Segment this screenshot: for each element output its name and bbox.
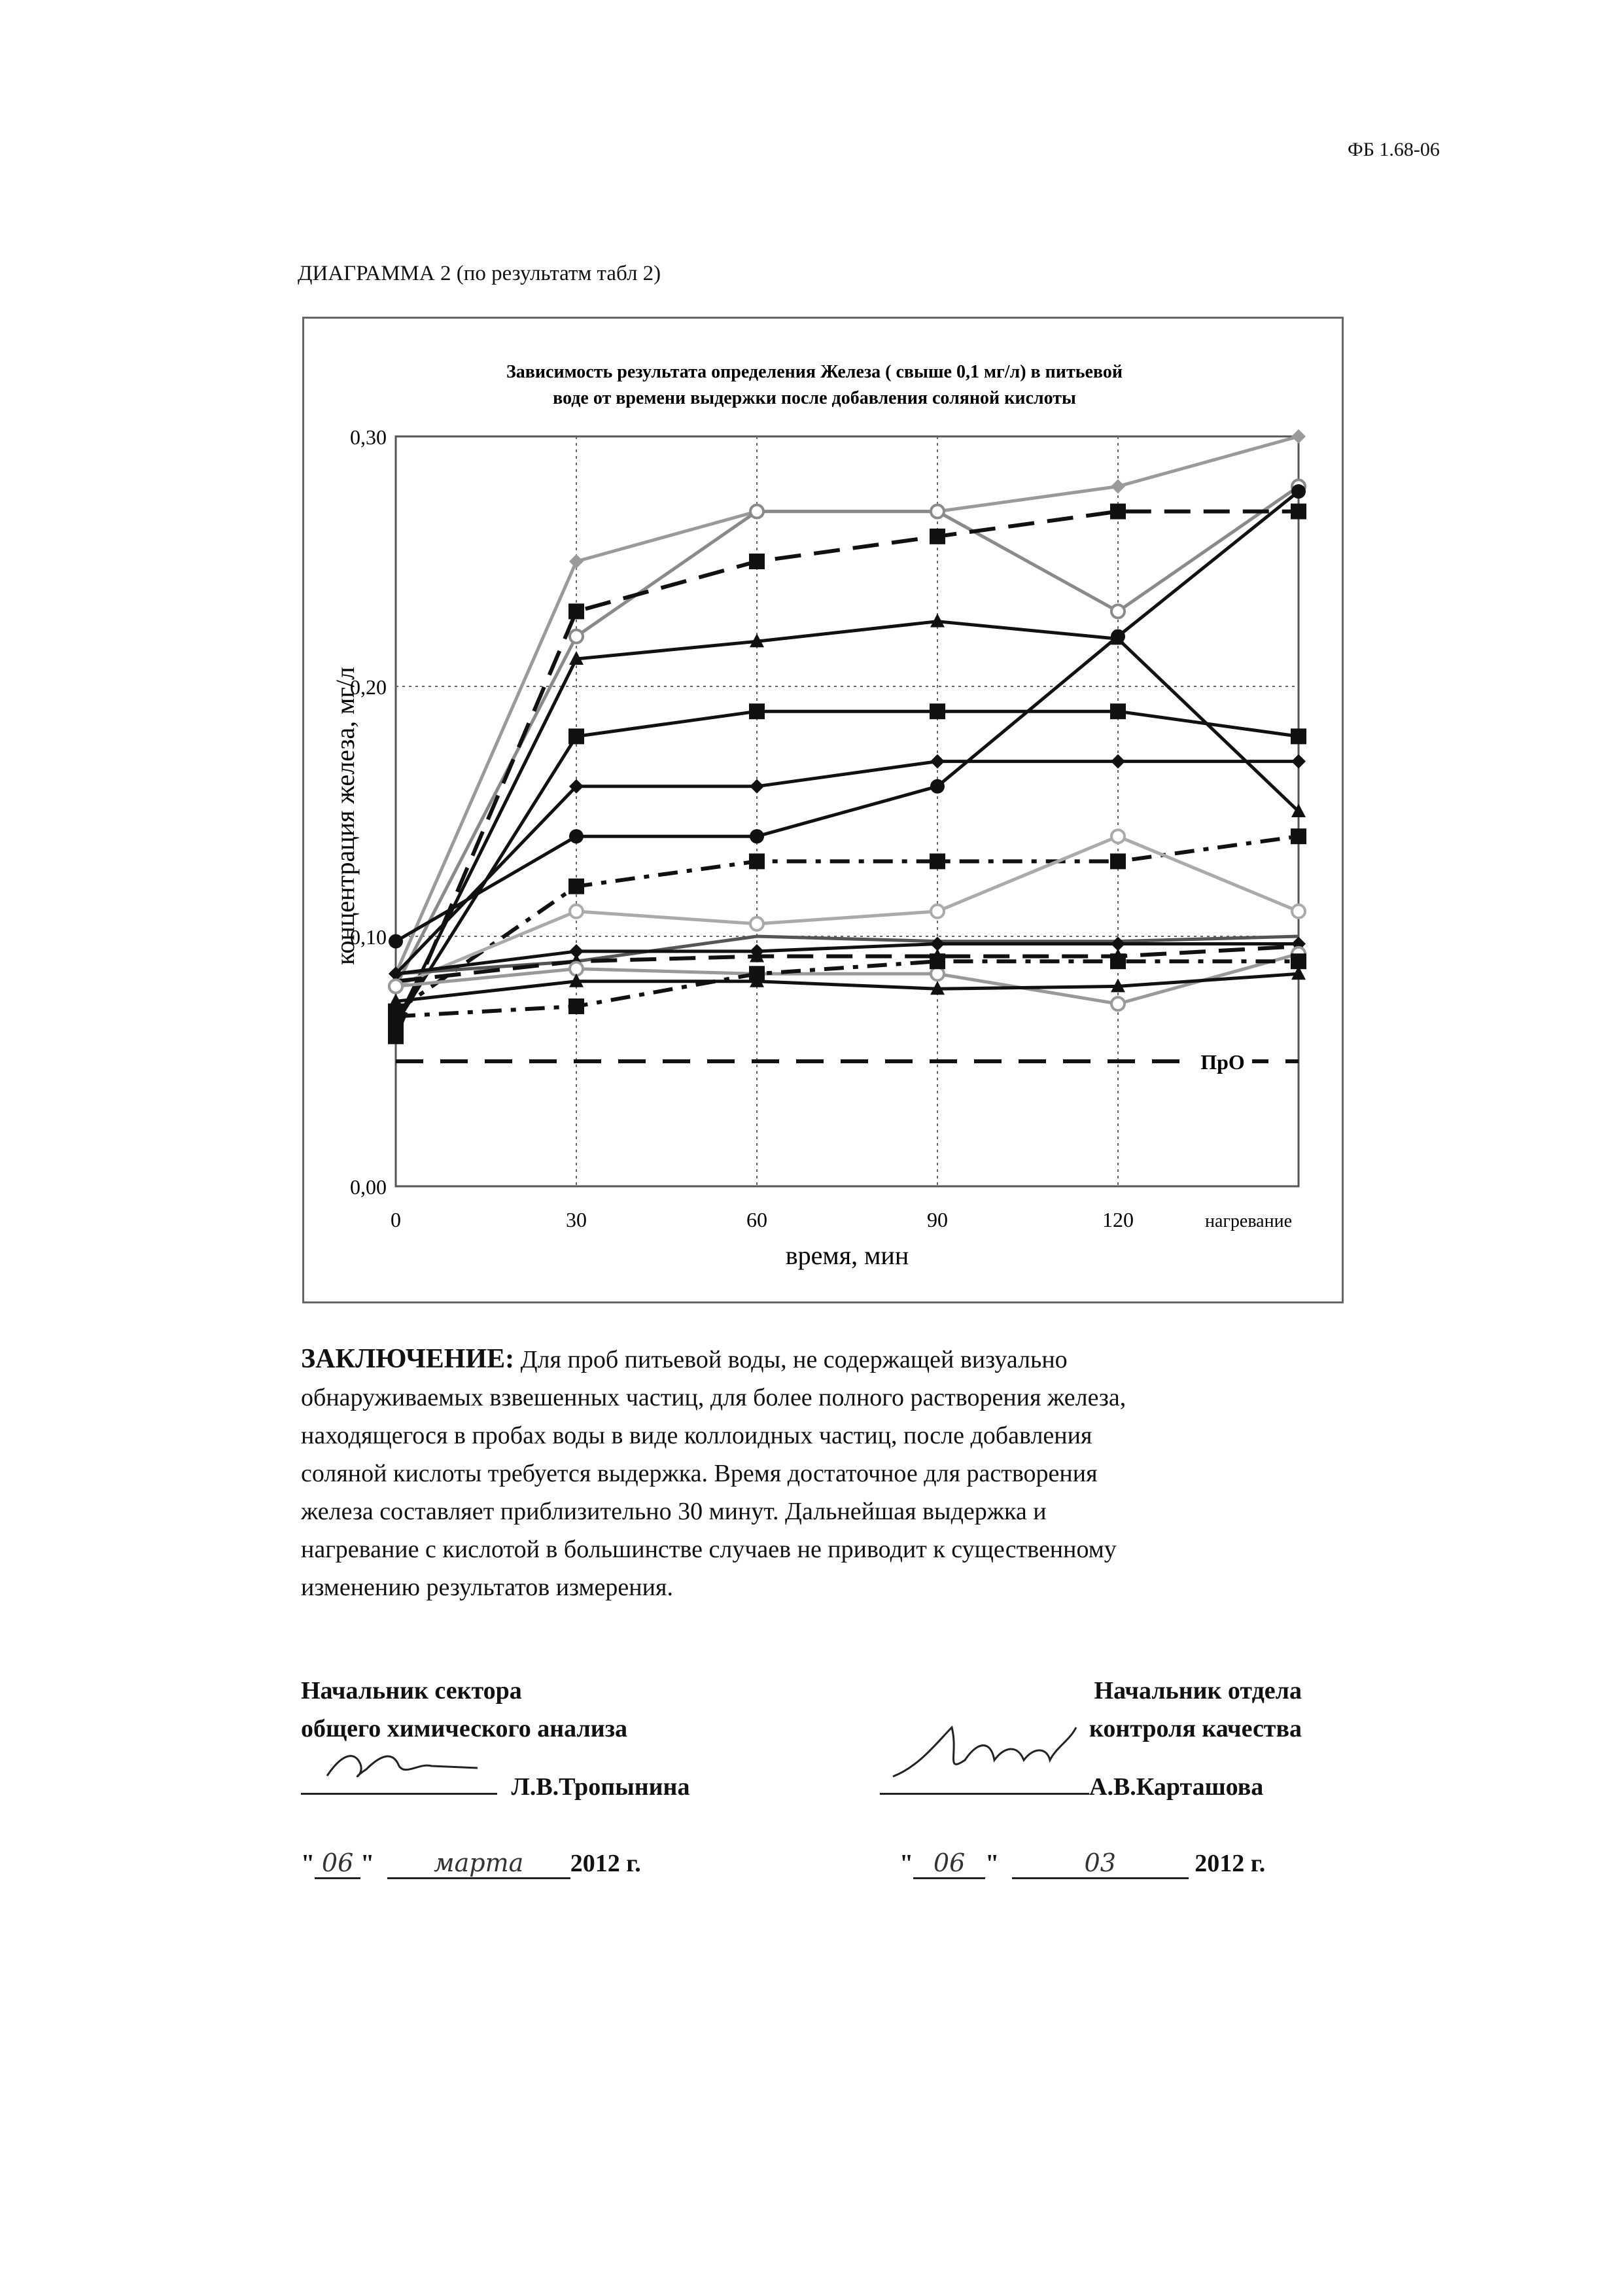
conclusion-line: обнаруживаемых взвешенных частиц, для более полного растворения железа, [301,1384,1126,1411]
data-point [389,934,403,949]
right-date-year: 2012 г. [1195,1850,1266,1877]
data-point [1291,429,1306,444]
conclusion-line: находящегося в пробах воды в виде коллоидных частиц, после добавления [301,1422,1092,1449]
data-point [1110,703,1126,719]
left-date-year: 2012 г. [570,1850,641,1877]
data-point [749,554,765,569]
conclusion-line: соляной кислоты требуется выдержка. Время достаточное для растворения [301,1460,1098,1487]
data-point [930,953,945,969]
right-signature-line [880,1767,1263,1801]
data-point [1292,905,1305,918]
data-point [1111,479,1125,493]
data-point [930,779,945,794]
data-point [930,529,945,544]
y-tick-label: 0,30 [350,425,387,449]
left-signature-line [301,1767,689,1801]
data-point [569,829,584,843]
conclusion-line: Для проб питьевой воды, не содержащей визуально [520,1346,1068,1373]
data-point [1291,504,1306,520]
data-point [750,505,763,518]
series-line [396,436,1299,974]
series-line [396,762,1299,974]
conclusion-paragraph [301,1340,1348,1606]
series-line [396,944,1299,974]
data-point [931,905,944,918]
data-point [1111,629,1125,644]
data-point [1111,997,1125,1010]
data-point [1110,953,1126,969]
left-date-day: 06 [315,1848,360,1879]
data-point [1111,830,1125,843]
left-title-line-1: Начальник сектора [301,1677,522,1704]
conclusion-heading: ЗАКЛЮЧЕНИЕ: [301,1344,515,1374]
x-tick-label: 60 [746,1208,767,1231]
y-tick-label: 0,20 [350,675,387,699]
right-signatory-name: А.В.Карташова [1089,1773,1264,1801]
data-point [749,703,765,719]
data-point [930,703,945,719]
data-point [1111,605,1125,618]
left-signatory-title [301,1672,759,1748]
right-date-day: 06 [913,1848,985,1879]
data-point [570,630,583,643]
conclusion-line: железа составляет приблизительно 30 минут. Дальнейшая выдержка и [301,1498,1047,1525]
right-title-line-1: Начальник отдела [1094,1677,1302,1704]
right-date-line: " 06 " 03 2012 г. [899,1848,1265,1879]
data-point [1110,853,1126,869]
data-point [1291,484,1306,499]
data-point [389,980,402,993]
data-point [568,603,584,619]
document-code: ФБ 1.68-06 [1348,139,1440,160]
data-point [749,853,765,869]
series-line [396,974,1299,1001]
series-line [396,961,1299,1016]
left-signatory-name: Л.В.Тропынина [511,1773,690,1801]
series-line [396,711,1299,1024]
x-tick-label: 30 [566,1208,587,1231]
x-tick-label: 90 [927,1208,948,1231]
data-point [1111,754,1125,769]
data-point [1110,504,1126,520]
data-point [570,905,583,918]
y-axis-label: концентрация железа, мг/л [330,667,360,965]
left-handwritten-signature [321,1743,517,1789]
data-point [930,754,945,769]
x-tick-label: 0 [391,1208,401,1231]
limit-annotation: ПрО [1200,1050,1245,1074]
series-line [396,954,1299,1004]
chart-title-line-1: Зависимость результата определения Железа ( свыше 0,1 мг/л) в питьевой [506,362,1123,382]
left-signature-mark [301,1767,497,1795]
right-signature-mark [880,1767,1089,1795]
chart-frame [302,317,1344,1303]
diagram-caption: ДИАГРАММА 2 (по результатм табл 2) [298,262,661,285]
data-point [568,728,584,744]
data-point [570,963,583,976]
left-date-month: марта [387,1848,570,1879]
right-handwritten-signature [880,1714,1102,1786]
data-point [568,998,584,1014]
data-point [931,967,944,980]
y-tick-label: 0,00 [350,1175,387,1199]
data-point [1291,953,1306,969]
y-tick-label: 0,10 [350,925,387,949]
data-point [750,779,764,794]
data-point [931,505,944,518]
left-date-line: " 06 " марта 2012 г. [301,1848,641,1879]
data-point [1291,754,1306,769]
conclusion-line: изменению результатов измерения. [301,1574,673,1601]
series-layer [388,429,1306,1076]
data-point [569,554,584,569]
data-point [568,879,584,894]
left-title-line-2: общего химического анализа [301,1715,627,1742]
data-point [1291,828,1306,844]
data-point [750,829,764,843]
right-date-month: 03 [1012,1848,1189,1879]
chart-title-line-2: воде от времени выдержки после добавления соляной кислоты [553,388,1076,408]
x-tick-label: 120 [1102,1208,1134,1231]
data-point [749,966,765,981]
data-point [1291,728,1306,744]
iron-concentration-chart [304,319,1342,1301]
conclusion-line: нагревание с кислотой в большинстве случаев не приводит к существенному [301,1536,1117,1563]
data-point [930,853,945,869]
series-line [396,486,1299,986]
data-point [388,1008,404,1024]
right-title-line-2: контроля качества [1089,1715,1302,1742]
x-axis-label: время, мин [785,1241,909,1270]
x-tick-label: нагревание [1205,1211,1292,1231]
data-point [750,917,763,930]
